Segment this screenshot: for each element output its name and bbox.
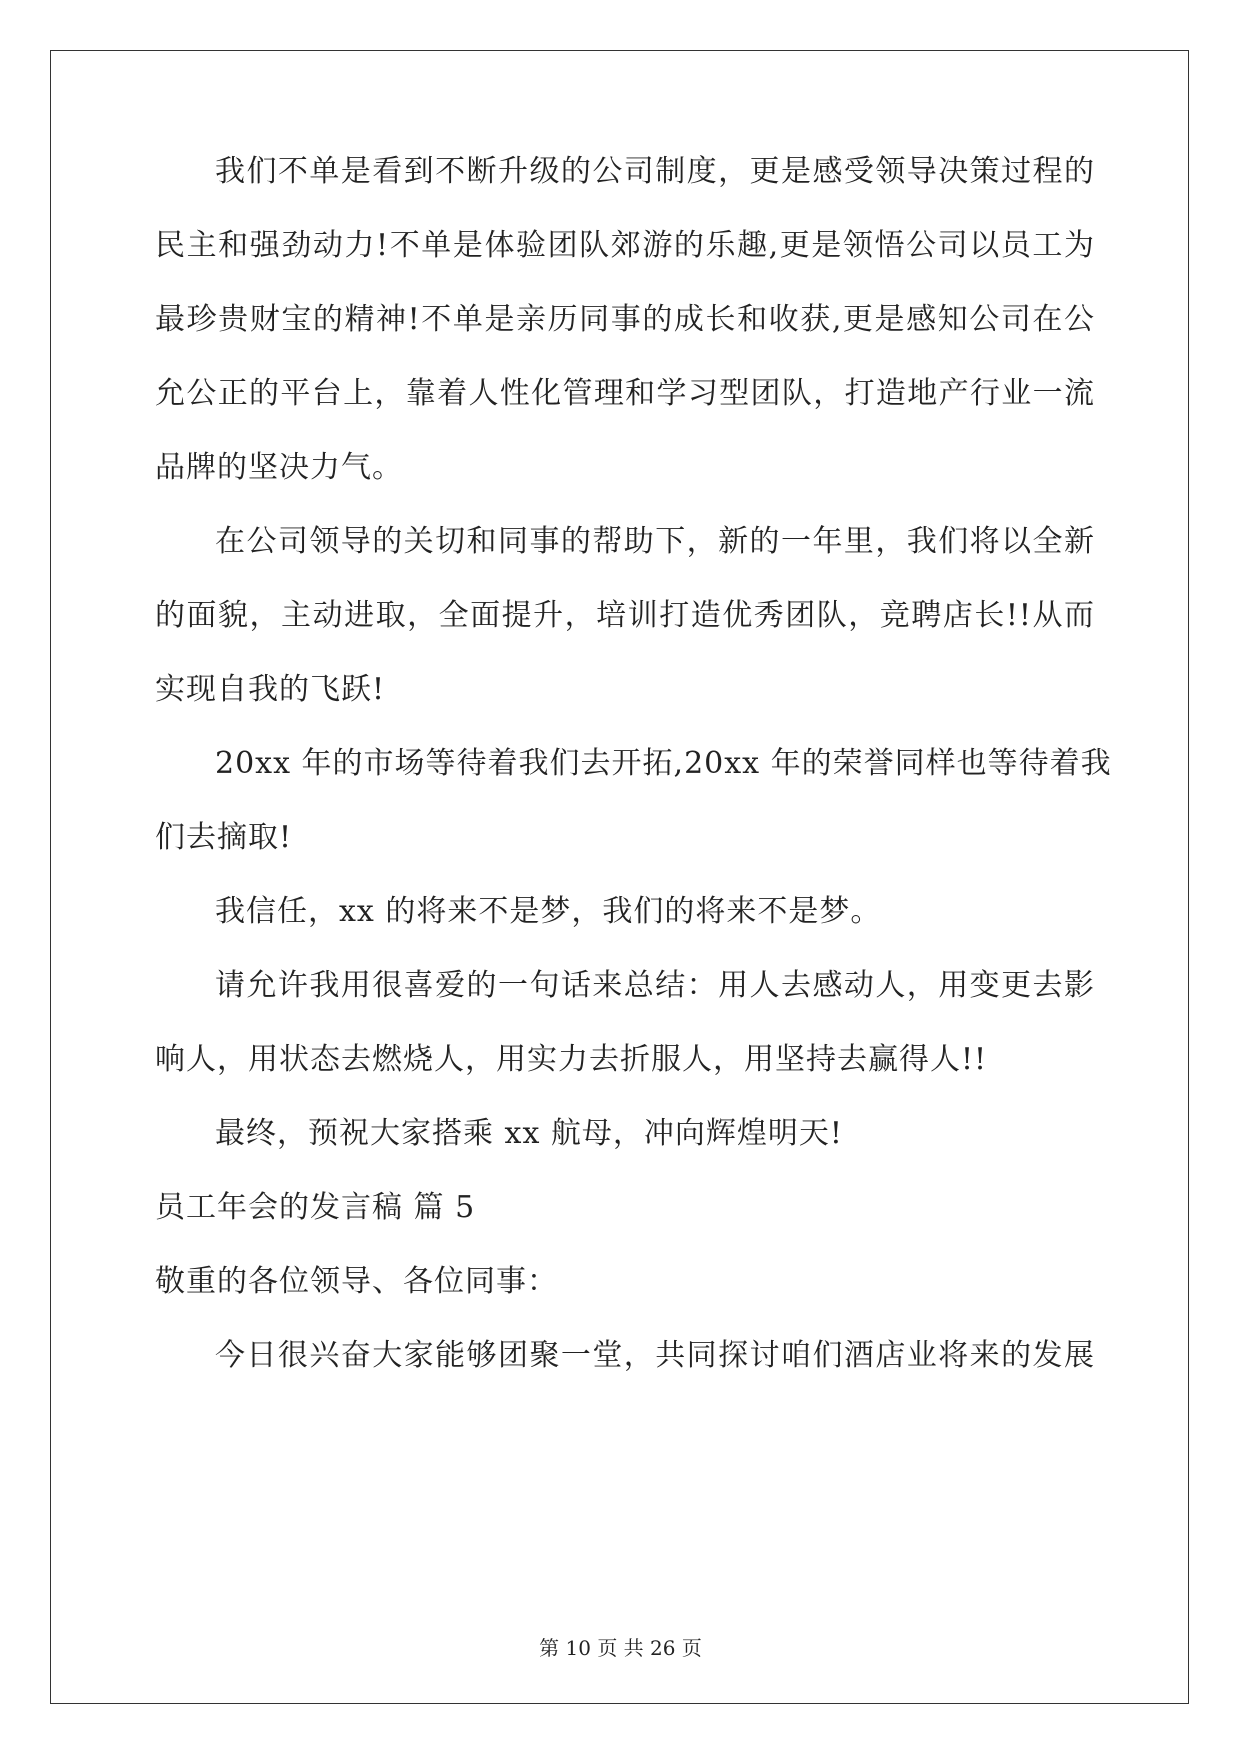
paragraph-line: 实现自我的飞跃! [155, 672, 386, 707]
paragraph-line: 我们不单是看到不断升级的公司制度，更是感受领导决策过程的 [215, 154, 1095, 189]
paragraph-line: 我信任，xx 的将来不是梦，我们的将来不是梦。 [215, 894, 882, 929]
paragraph-line: 品牌的坚决力气。 [155, 450, 403, 485]
paragraph-line: 允公正的平台上，靠着人性化管理和学习型团队，打造地产行业一流 [155, 376, 1095, 411]
paragraph-line: 最珍贵财宝的精神!不单是亲历同事的成长和收获,更是感知公司在公 [155, 302, 1095, 337]
paragraph-line: 在公司领导的关切和同事的帮助下，新的一年里，我们将以全新 [215, 524, 1095, 559]
paragraph-line: 20xx 年的市场等待着我们去开拓,20xx 年的荣誉同样也等待着我 [215, 746, 1112, 781]
paragraph-line: 今日很兴奋大家能够团聚一堂，共同探讨咱们酒店业将来的发展 [215, 1338, 1095, 1373]
paragraph-line: 们去摘取! [155, 820, 293, 855]
paragraph-line: 请允许我用很喜爱的一句话来总结：用人去感动人，用变更去影 [215, 968, 1095, 1003]
section-heading: 员工年会的发言稿 篇 5 [155, 1190, 476, 1225]
page-border [50, 50, 1189, 1704]
paragraph-line: 响人，用状态去燃烧人，用实力去折服人，用坚持去赢得人!! [155, 1042, 988, 1077]
salutation: 敬重的各位领导、各位同事： [155, 1264, 558, 1299]
page-number: 第 10 页 共 26 页 [539, 1636, 702, 1660]
paragraph-line: 的面貌，主动进取，全面提升，培训打造优秀团队，竞聘店长!!从而 [155, 598, 1095, 633]
paragraph-line: 民主和强劲动力!不单是体验团队郊游的乐趣,更是领悟公司以员工为 [155, 228, 1095, 263]
paragraph-line: 最终，预祝大家搭乘 xx 航母，冲向辉煌明天! [215, 1116, 843, 1151]
